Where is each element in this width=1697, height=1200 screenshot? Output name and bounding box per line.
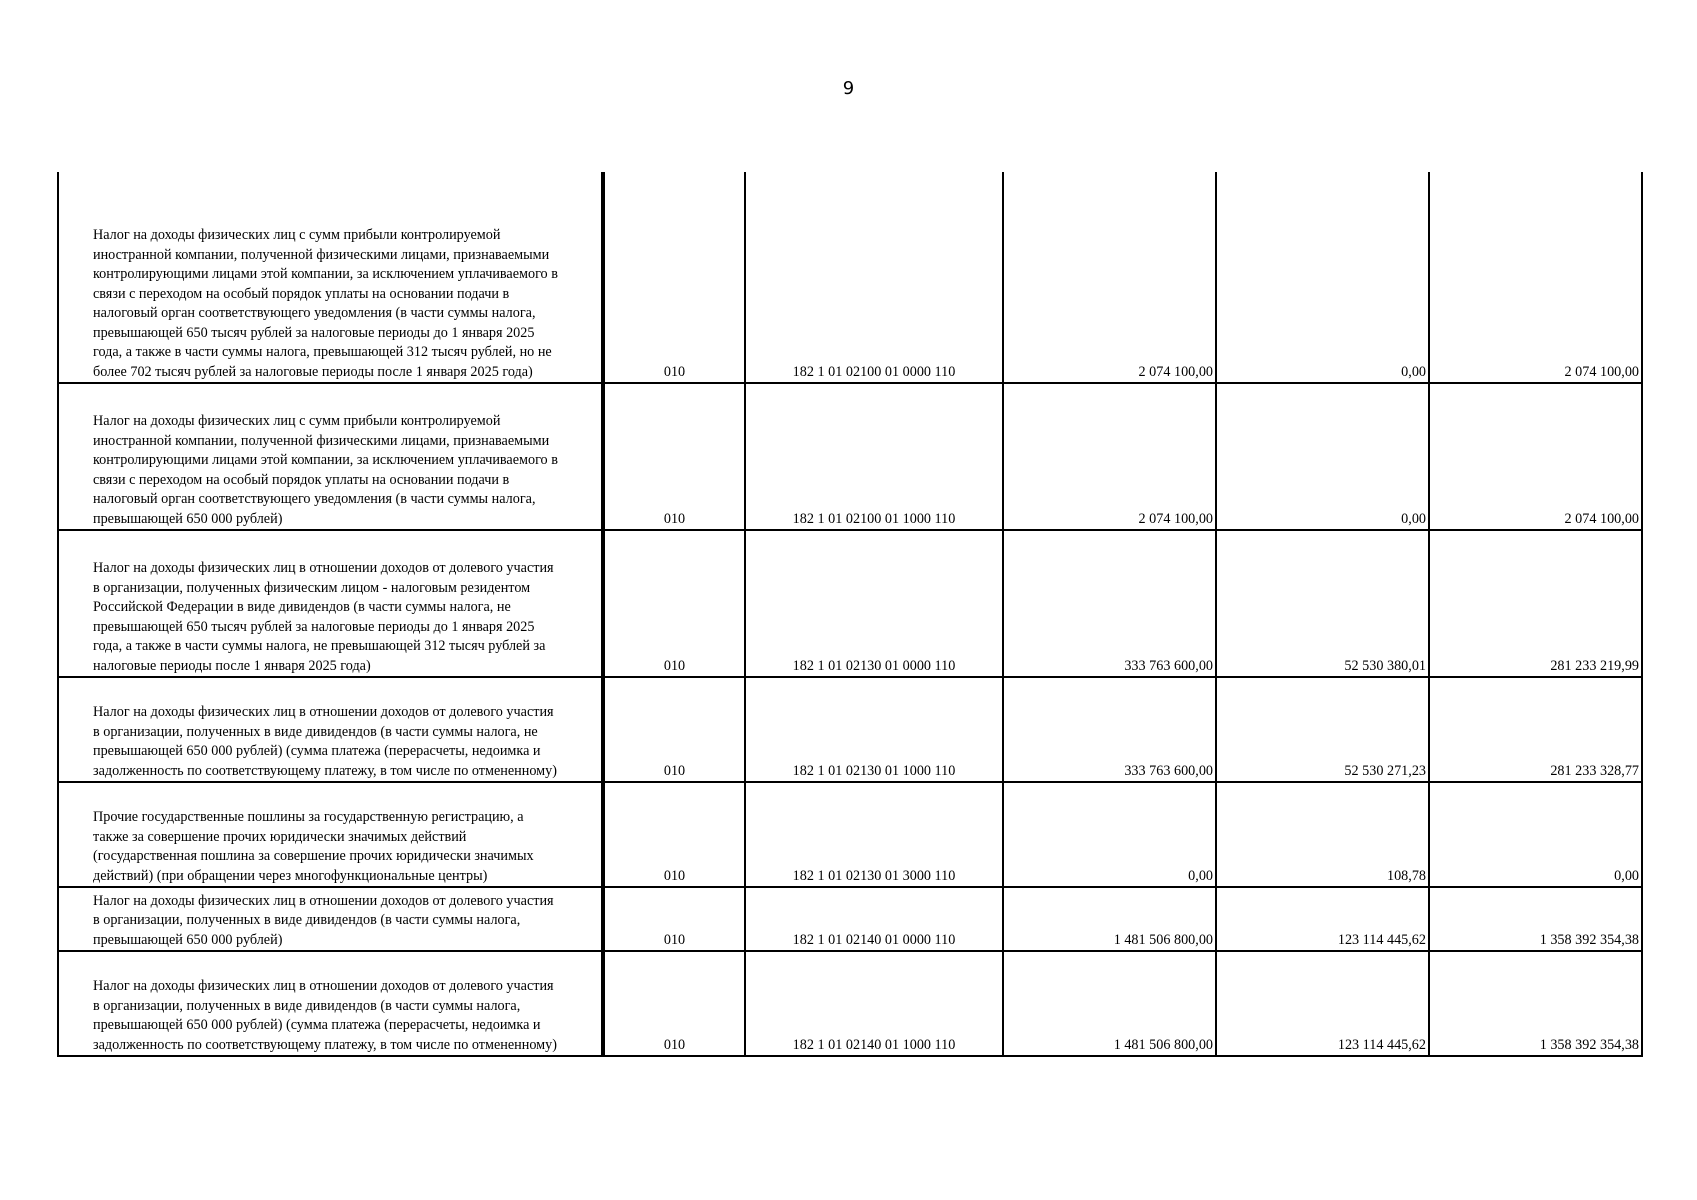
line-code: 010	[603, 383, 745, 530]
income-description: Налог на доходы физических лиц в отношении доходов от долевого участия в организации, полученных в виде дивидендов (в части суммы налога, не превышающей 650 000 рублей) (сумма платежа (перерасчеты, недоимка и задолженность по соответствующему платежу, в том числе по отмененному)	[58, 677, 603, 782]
executed-amount: 0,00	[1216, 172, 1429, 383]
executed-amount: 52 530 271,23	[1216, 677, 1429, 782]
table-row	[58, 951, 1642, 1056]
executed-amount: 52 530 380,01	[1216, 530, 1429, 677]
income-description: Налог на доходы физических лиц в отношении доходов от долевого участия в организации, полученных физическим лицом - налоговым резидентом Российской Федерации в виде дивидендов (в части суммы налога, не превышающей 650 тысяч рублей за налоговые периоды до 1 января 2025 года, а также в части суммы налога, не превышающей 312 тысяч рублей за налоговые периоды после 1 января 2025 года)	[58, 530, 603, 677]
approved-amount: 2 074 100,00	[1003, 172, 1216, 383]
income-description: Налог на доходы физических лиц с сумм прибыли контролируемой иностранной компании, полученной физическими лицами, признаваемыми контролирующими лицами этой компании, за исключением уплачиваемого в связи с переходом на особый порядок уплаты на основании подачи в налоговый орган соответствующего уведомления (в части суммы налога, превышающей 650 тысяч рублей за налоговые периоды до 1 января 2025 года, а также в части суммы налога, превышающей 312 тысяч рублей, но не более 702 тысяч рублей за налоговые периоды после 1 января 2025 года)	[58, 172, 603, 383]
line-code: 010	[603, 887, 745, 951]
approved-amount: 0,00	[1003, 782, 1216, 887]
executed-amount: 123 114 445,62	[1216, 887, 1429, 951]
income-description: Налог на доходы физических лиц с сумм прибыли контролируемой иностранной компании, полученной физическими лицами, признаваемыми контролирующими лицами этой компании, за исключением уплачиваемого в связи с переходом на особый порядок уплаты на основании подачи в налоговый орган соответствующего уведомления (в части суммы налога, превышающей 650 000 рублей)	[58, 383, 603, 530]
revenue-table	[57, 172, 1643, 1057]
line-code: 010	[603, 530, 745, 677]
table-row	[58, 530, 1642, 677]
line-code: 010	[603, 172, 745, 383]
approved-amount: 333 763 600,00	[1003, 530, 1216, 677]
budget-classification-code: 182 1 01 02130 01 1000 110	[745, 677, 1003, 782]
budget-classification-code: 182 1 01 02100 01 0000 110	[745, 172, 1003, 383]
approved-amount: 2 074 100,00	[1003, 383, 1216, 530]
unexecuted-amount: 0,00	[1429, 782, 1642, 887]
budget-classification-code: 182 1 01 02100 01 1000 110	[745, 383, 1003, 530]
table-row	[58, 383, 1642, 530]
budget-classification-code: 182 1 01 02130 01 3000 110	[745, 782, 1003, 887]
executed-amount: 108,78	[1216, 782, 1429, 887]
approved-amount: 1 481 506 800,00	[1003, 951, 1216, 1056]
unexecuted-amount: 1 358 392 354,38	[1429, 951, 1642, 1056]
page-number: 9	[842, 78, 855, 99]
approved-amount: 333 763 600,00	[1003, 677, 1216, 782]
budget-classification-code: 182 1 01 02130 01 0000 110	[745, 530, 1003, 677]
executed-amount: 123 114 445,62	[1216, 951, 1429, 1056]
budget-classification-code: 182 1 01 02140 01 1000 110	[745, 951, 1003, 1056]
unexecuted-amount: 281 233 219,99	[1429, 530, 1642, 677]
unexecuted-amount: 281 233 328,77	[1429, 677, 1642, 782]
table-row	[58, 677, 1642, 782]
approved-amount: 1 481 506 800,00	[1003, 887, 1216, 951]
unexecuted-amount: 1 358 392 354,38	[1429, 887, 1642, 951]
budget-classification-code: 182 1 01 02140 01 0000 110	[745, 887, 1003, 951]
income-description: Налог на доходы физических лиц в отношении доходов от долевого участия в организации, полученных в виде дивидендов (в части суммы налога, превышающей 650 000 рублей) (сумма платежа (перерасчеты, недоимка и задолженность по соответствующему платежу, в том числе по отмененному)	[58, 951, 603, 1056]
table-row	[58, 887, 1642, 951]
income-description: Прочие государственные пошлины за государственную регистрацию, а также за совершение прочих юридически значимых действий (государственная пошлина за совершение прочих юридически значимых действий) (при обращении через многофункциональные центры)	[58, 782, 603, 887]
executed-amount: 0,00	[1216, 383, 1429, 530]
table-row	[58, 172, 1642, 383]
line-code: 010	[603, 782, 745, 887]
line-code: 010	[603, 951, 745, 1056]
table-row	[58, 782, 1642, 887]
unexecuted-amount: 2 074 100,00	[1429, 383, 1642, 530]
unexecuted-amount: 2 074 100,00	[1429, 172, 1642, 383]
line-code: 010	[603, 677, 745, 782]
income-description: Налог на доходы физических лиц в отношении доходов от долевого участия в организации, полученных в виде дивидендов (в части суммы налога, превышающей 650 000 рублей)	[58, 887, 603, 951]
